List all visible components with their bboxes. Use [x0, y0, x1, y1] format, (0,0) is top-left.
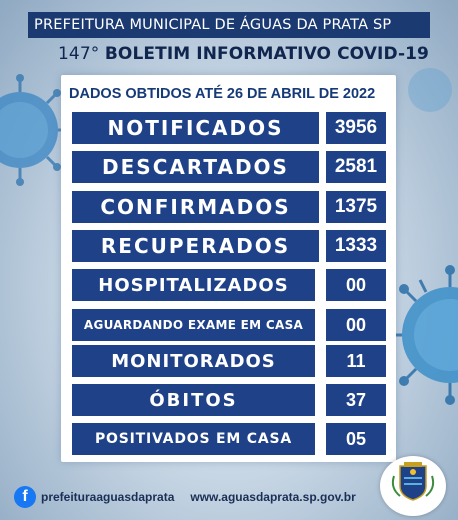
- stat-value: 37: [326, 384, 386, 416]
- stat-value: 00: [326, 269, 386, 301]
- stat-row-notificados: [72, 112, 386, 144]
- stat-value: 00: [326, 309, 386, 341]
- bulletin-number: 147°: [58, 44, 100, 64]
- stat-row-descartados: [72, 151, 386, 183]
- stat-label: POSITIVADOS EM CASA: [72, 423, 315, 455]
- facebook-icon[interactable]: f: [14, 486, 36, 508]
- virus-top-right-icon: [408, 68, 452, 112]
- date-line: DADOS OBTIDOS ATÉ 26 DE ABRIL DE 2022: [69, 86, 376, 102]
- stat-value: 05: [326, 423, 386, 455]
- stat-label: RECUPERADOS: [72, 230, 319, 262]
- stat-value: 11: [326, 345, 386, 377]
- stat-label: HOSPITALIZADOS: [72, 269, 315, 301]
- stat-value: 1375: [326, 191, 386, 223]
- stat-label: MONITORADOS: [72, 345, 315, 377]
- stat-row-recuperados: [72, 230, 386, 262]
- stat-label: AGUARDANDO EXAME EM CASA: [72, 309, 315, 341]
- stat-row-confirmados: [72, 191, 386, 223]
- facebook-link[interactable]: prefeituraaguasdaprata: [41, 490, 175, 504]
- stat-label: NOTIFICADOS: [72, 112, 319, 144]
- stat-row-hospitalizados: [72, 269, 386, 301]
- stat-value: 3956: [326, 112, 386, 144]
- stat-row-positivados: [72, 423, 386, 455]
- stat-value: 2581: [326, 151, 386, 183]
- bulletin-title: BOLETIM INFORMATIVO COVID-19: [104, 44, 429, 64]
- stat-row-monitorados: [72, 345, 386, 377]
- stat-label: DESCARTADOS: [72, 151, 319, 183]
- stat-row-obitos: [72, 384, 386, 416]
- stat-value: 1333: [326, 230, 386, 262]
- stat-row-aguardando: [72, 309, 386, 341]
- stat-label: ÓBITOS: [72, 384, 315, 416]
- bulletin-heading: [58, 44, 428, 64]
- footer: [14, 484, 374, 510]
- website-link[interactable]: www.aguasdaprata.sp.gov.br: [190, 490, 356, 504]
- city-seal-logo: [380, 456, 446, 516]
- stat-label: CONFIRMADOS: [72, 191, 319, 223]
- header-title: PREFEITURA MUNICIPAL DE ÁGUAS DA PRATA SP: [28, 12, 430, 38]
